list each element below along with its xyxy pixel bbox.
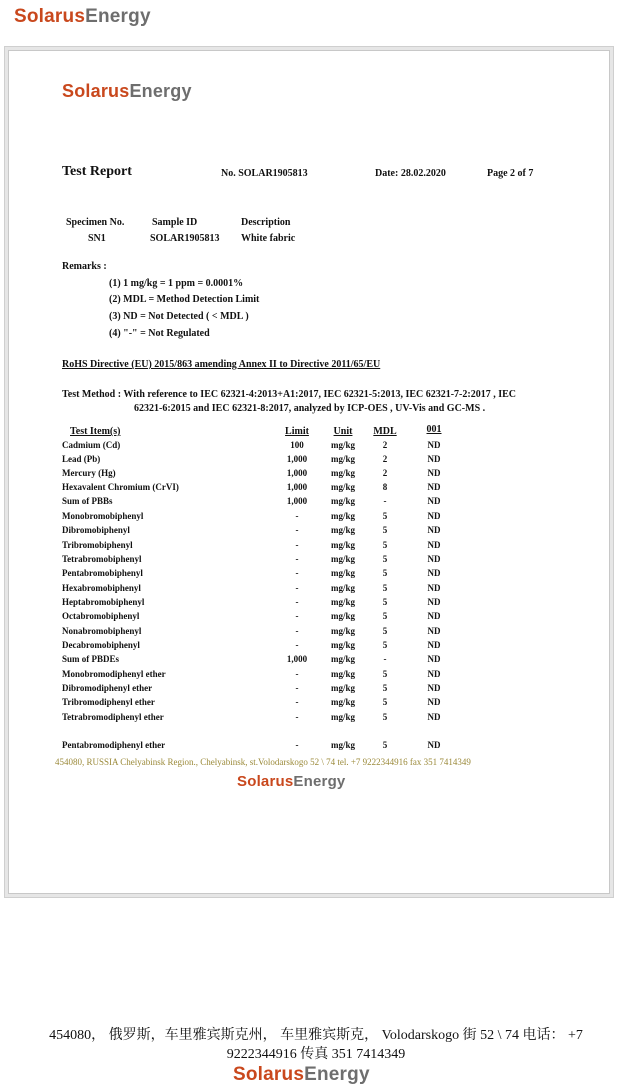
row-result: ND [427, 611, 441, 621]
header-limit: Limit [285, 426, 309, 437]
row-unit: mg/kg [330, 626, 355, 636]
report-title: Test Report [62, 164, 132, 179]
row-result: ND [427, 740, 441, 750]
footer-address: 454080, RUSSIA Chelyabinsk Region., Chelyabinsk, st.Volodarskogo 52 \ 74 tel. +7 9222344916 fax 351 7414349 [55, 757, 471, 767]
row-result: ND [427, 554, 441, 564]
row-result: ND [427, 540, 441, 550]
row-item: Hexabromobiphenyl [62, 583, 141, 593]
row-item: Tribromobiphenyl [62, 540, 133, 550]
remark-item: (3) ND = Not Detected ( < MDL ) [109, 311, 249, 322]
row-mdl: - [383, 496, 387, 506]
row-unit: mg/kg [330, 468, 355, 478]
row-item: Octabromobiphenyl [62, 611, 140, 621]
row-result: ND [427, 568, 441, 578]
row-mdl: 5 [382, 697, 388, 707]
row-limit: - [295, 511, 299, 521]
row-limit: - [295, 583, 299, 593]
row-item: Lead (Pb) [62, 454, 101, 464]
row-limit: 100 [290, 440, 304, 450]
row-unit: mg/kg [330, 640, 355, 650]
bottom-address: 454080， 俄罗斯，车里雅宾斯克州， 车里雅宾斯克， Volodarskogo 街 52 \ 74 电话： +7 9222344916 传真 351 7414349 [49, 1028, 583, 1062]
report-date: Date: 28.02.2020 [375, 168, 446, 179]
row-unit: mg/kg [330, 525, 355, 535]
row-unit: mg/kg [330, 568, 355, 578]
row-result: ND [427, 654, 441, 664]
row-limit: - [295, 740, 299, 750]
page-logo: SolarusEnergy [62, 81, 192, 101]
row-limit: - [295, 554, 299, 564]
row-item: Monobromobiphenyl [62, 511, 144, 521]
specimen-no-value: SN1 [88, 233, 106, 244]
header-mdl: MDL [373, 426, 397, 437]
row-mdl: 5 [382, 626, 388, 636]
row-mdl: 5 [382, 511, 388, 521]
remark-item: (2) MDL = Method Detection Limit [109, 294, 260, 305]
row-result: ND [427, 697, 441, 707]
row-unit: mg/kg [330, 554, 355, 564]
row-mdl: 2 [382, 454, 388, 464]
row-result: ND [427, 454, 441, 464]
document-page [8, 50, 610, 894]
remark-item: (4) "-" = Not Regulated [109, 328, 210, 339]
row-item: Pentabromodiphenyl ether [62, 740, 166, 750]
row-item: Sum of PBDEs [62, 654, 120, 664]
row-limit: - [295, 611, 299, 621]
row-limit: - [295, 640, 299, 650]
row-unit: mg/kg [330, 482, 355, 492]
row-limit: - [295, 683, 299, 693]
row-item: Tetrabromodiphenyl ether [62, 712, 164, 722]
row-mdl: 8 [382, 482, 388, 492]
description-value: White fabric [241, 233, 296, 244]
row-unit: mg/kg [330, 540, 355, 550]
remarks-label: Remarks : [62, 261, 107, 272]
row-mdl: 5 [382, 611, 388, 621]
row-result: ND [427, 669, 441, 679]
header-test-items: Test Item(s) [70, 426, 121, 437]
header-result-001: 001 [426, 424, 442, 435]
row-result: ND [427, 626, 441, 636]
row-item: Sum of PBBs [62, 496, 113, 506]
row-unit: mg/kg [330, 454, 355, 464]
row-unit: mg/kg [330, 583, 355, 593]
top-logo: SolarusEnergy [14, 6, 151, 27]
row-result: ND [427, 440, 441, 450]
row-result: ND [427, 640, 441, 650]
row-result: ND [427, 712, 441, 722]
row-limit: - [295, 597, 299, 607]
test-method [62, 388, 542, 416]
specimen-no-label: Specimen No. [66, 217, 125, 228]
sample-id-value: SOLAR1905813 [150, 233, 220, 244]
row-mdl: 5 [382, 712, 388, 722]
row-unit: mg/kg [330, 712, 355, 722]
description-label: Description [241, 217, 291, 228]
row-item: Cadmium (Cd) [62, 440, 121, 450]
sample-id-label: Sample ID [152, 217, 198, 228]
row-result: ND [427, 468, 441, 478]
row-mdl: 5 [382, 568, 388, 578]
row-item: Monobromodiphenyl ether [62, 669, 166, 679]
header-unit: Unit [333, 426, 353, 437]
row-item: Hexavalent Chromium (CrVI) [62, 482, 179, 492]
row-limit: 1,000 [286, 468, 308, 478]
row-limit: - [295, 525, 299, 535]
row-limit: 1,000 [286, 654, 308, 664]
row-mdl: 2 [382, 440, 388, 450]
row-result: ND [427, 525, 441, 535]
row-limit: - [295, 712, 299, 722]
row-result: ND [427, 597, 441, 607]
row-unit: mg/kg [330, 440, 355, 450]
row-mdl: 5 [382, 583, 388, 593]
row-mdl: 5 [382, 525, 388, 535]
row-item: Nonabromobiphenyl [62, 626, 142, 636]
row-limit: 1,000 [286, 482, 308, 492]
row-item: Heptabromobiphenyl [62, 597, 145, 607]
row-mdl: 5 [382, 554, 388, 564]
row-mdl: 5 [382, 597, 388, 607]
row-mdl: 5 [382, 740, 388, 750]
report-page-number: Page 2 of 7 [487, 168, 534, 179]
row-unit: mg/kg [330, 697, 355, 707]
row-limit: - [295, 669, 299, 679]
test-method-line2: 62321-6:2015 and IEC 62321-8:2017, analyzed by ICP-OES , UV-Vis and GC-MS . [134, 403, 486, 414]
row-limit: 1,000 [286, 454, 308, 464]
row-mdl: 5 [382, 640, 388, 650]
row-result: ND [427, 496, 441, 506]
row-item: Dibromodiphenyl ether [62, 683, 153, 693]
row-mdl: 5 [382, 683, 388, 693]
row-mdl: - [383, 654, 387, 664]
row-result: ND [427, 511, 441, 521]
footer-logo: SolarusEnergy [237, 773, 346, 790]
row-unit: mg/kg [330, 740, 355, 750]
directive-title: RoHS Directive (EU) 2015/863 amending Annex II to Directive 2011/65/EU [62, 359, 381, 370]
bottom-logo: SolarusEnergy [233, 1064, 370, 1085]
row-mdl: 5 [382, 540, 388, 550]
row-limit: - [295, 568, 299, 578]
row-unit: mg/kg [330, 654, 355, 664]
test-method-line1: Test Method : With reference to IEC 62321-4:2013+A1:2017, IEC 62321-5:2013, IEC 62321-7-2:2017 , IEC [62, 389, 517, 400]
row-item: Tetrabromobiphenyl [62, 554, 142, 564]
row-item: Mercury (Hg) [62, 468, 116, 478]
row-unit: mg/kg [330, 511, 355, 521]
row-unit: mg/kg [330, 597, 355, 607]
row-unit: mg/kg [330, 683, 355, 693]
report-number: No. SOLAR1905813 [221, 168, 308, 179]
row-limit: - [295, 626, 299, 636]
row-item: Dibromobiphenyl [62, 525, 130, 535]
row-result: ND [427, 583, 441, 593]
row-result: ND [427, 482, 441, 492]
row-unit: mg/kg [330, 496, 355, 506]
row-unit: mg/kg [330, 611, 355, 621]
row-item: Tribromodiphenyl ether [62, 697, 155, 707]
row-mdl: 2 [382, 468, 388, 478]
row-item: Pentabromobiphenyl [62, 568, 143, 578]
row-item: Decabromobiphenyl [62, 640, 140, 650]
row-limit: 1,000 [286, 496, 308, 506]
row-result: ND [427, 683, 441, 693]
row-mdl: 5 [382, 669, 388, 679]
row-unit: mg/kg [330, 669, 355, 679]
row-limit: - [295, 540, 299, 550]
remark-item: (1) 1 mg/kg = 1 ppm = 0.0001% [109, 278, 244, 289]
row-limit: - [295, 697, 299, 707]
